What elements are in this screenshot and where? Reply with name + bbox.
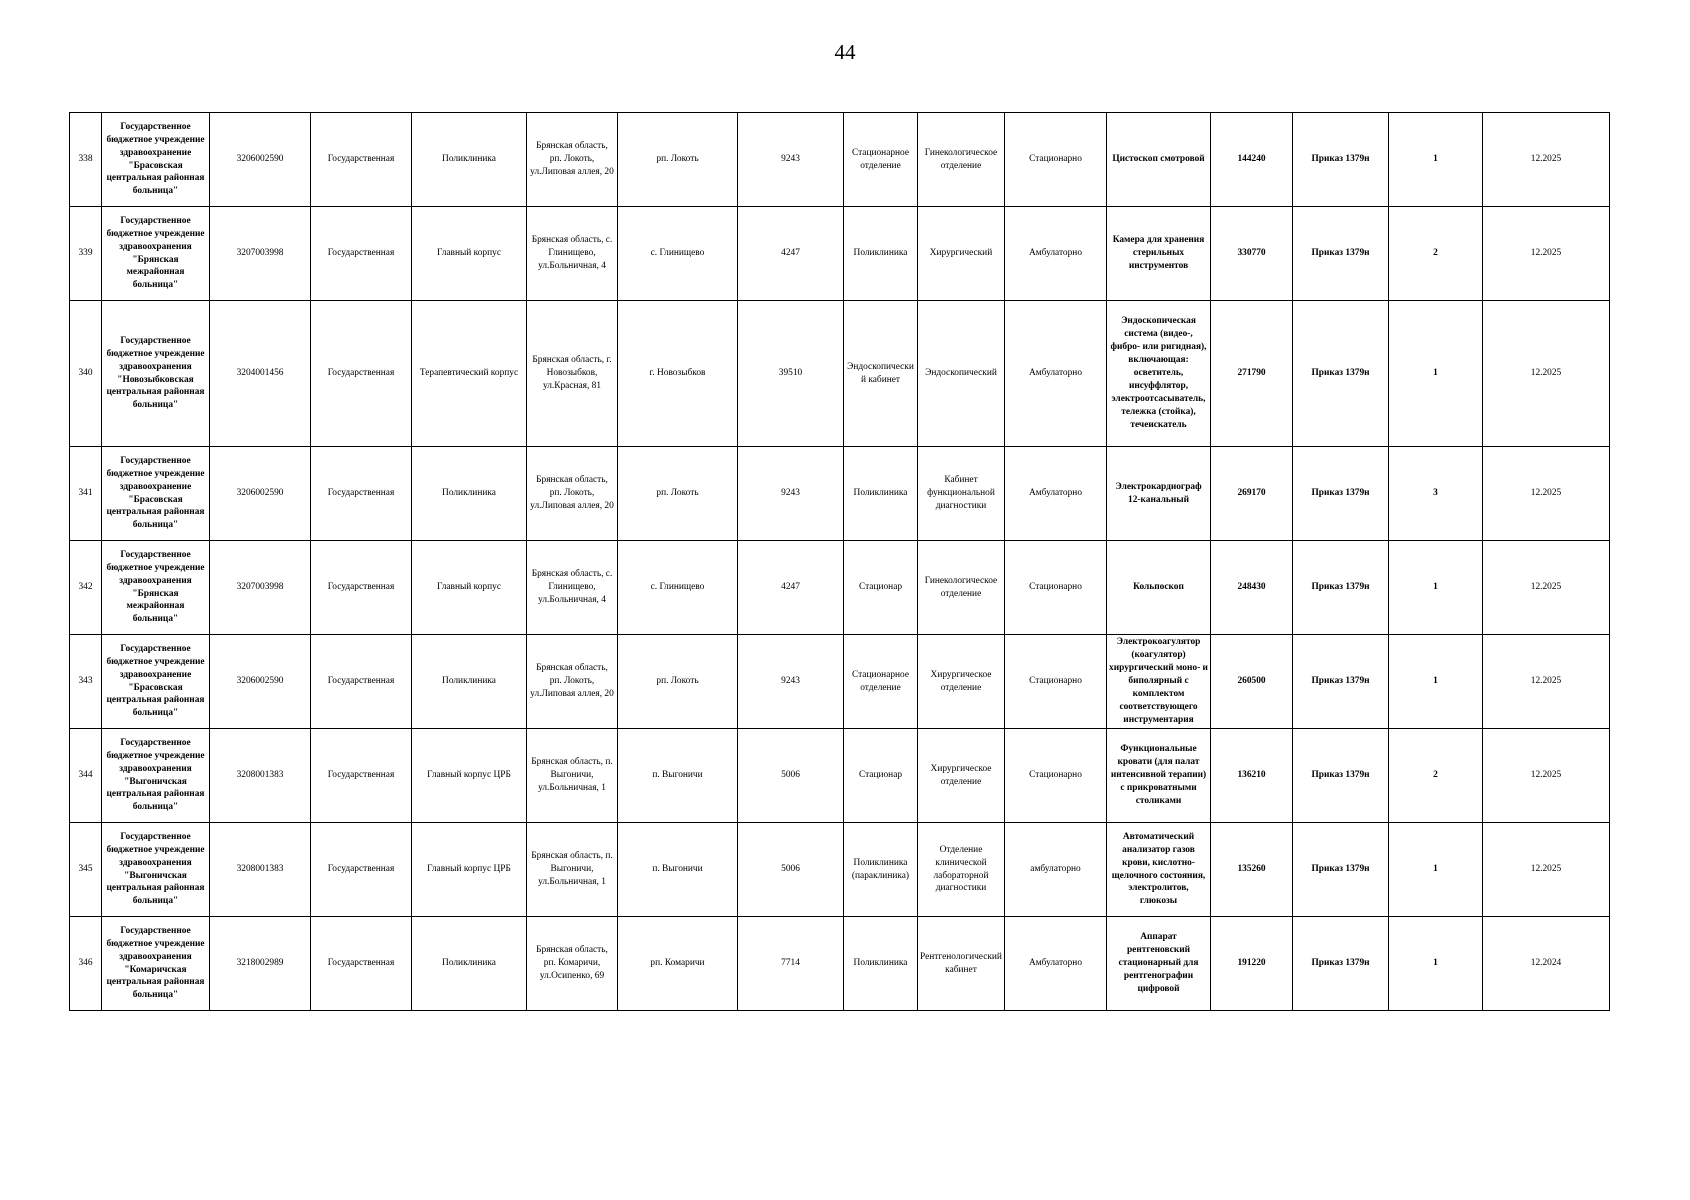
building-cell: Главный корпус ЦРБ (412, 729, 527, 823)
row-number: 345 (70, 823, 102, 917)
page-number: 44 (834, 40, 856, 64)
quantity-cell: 1 (1389, 917, 1483, 1011)
equipment-cell: Автоматический анализатор газов крови, кислотно-щелочного состояния, электролитов, глюкозы (1107, 823, 1211, 917)
cost-cell: 271790 (1211, 301, 1293, 447)
table-row (70, 635, 1610, 729)
organization-cell: Государственное бюджетное учреждение здравоохранения "Выгоничская центральная районная больница" (102, 823, 210, 917)
care-type-cell: Стационарно (1005, 635, 1107, 729)
care-type-cell: амбулаторно (1005, 823, 1107, 917)
quantity-cell: 3 (1389, 447, 1483, 541)
care-type-cell: Амбулаторно (1005, 447, 1107, 541)
cost-cell: 191220 (1211, 917, 1293, 1011)
date-cell: 12.2024 (1483, 917, 1610, 1011)
order-cell: Приказ 1379н (1293, 729, 1389, 823)
address-cell: Брянская область, с. Глинищево, ул.Больничная, 4 (527, 207, 618, 301)
locality-cell: рп. Локоть (618, 635, 738, 729)
inn-cell: 3206002590 (210, 113, 311, 207)
department-cell: Гинекологическое отделение (918, 541, 1005, 635)
care-type-cell: Стационарно (1005, 113, 1107, 207)
equipment-cell: Цистоскоп смотровой (1107, 113, 1211, 207)
organization-cell: Государственное бюджетное учреждение здравоохранение "Брасовская центральная районная больница" (102, 447, 210, 541)
date-cell: 12.2025 (1483, 729, 1610, 823)
row-number: 338 (70, 113, 102, 207)
order-cell: Приказ 1379н (1293, 113, 1389, 207)
unit-cell: Стационар (844, 729, 918, 823)
quantity-cell: 2 (1389, 729, 1483, 823)
row-number: 344 (70, 729, 102, 823)
order-cell: Приказ 1379н (1293, 447, 1389, 541)
population-cell: 5006 (738, 823, 844, 917)
table-row (70, 447, 1610, 541)
population-cell: 4247 (738, 207, 844, 301)
building-cell: Терапевтический корпус (412, 301, 527, 447)
date-cell: 12.2025 (1483, 207, 1610, 301)
organization-cell: Государственное бюджетное учреждение здравоохранение "Брасовская центральная районная больница" (102, 635, 210, 729)
care-type-cell: Стационарно (1005, 729, 1107, 823)
equipment-table (69, 112, 1610, 1011)
order-cell: Приказ 1379н (1293, 823, 1389, 917)
population-cell: 9243 (738, 447, 844, 541)
equipment-cell: Аппарат рентгеновский стационарный для рентгенографии цифровой (1107, 917, 1211, 1011)
inn-cell: 3207003998 (210, 541, 311, 635)
organization-cell: Государственное бюджетное учреждение здравоохранения "Брянская межрайонная больница" (102, 207, 210, 301)
care-type-cell: Амбулаторно (1005, 207, 1107, 301)
date-cell: 12.2025 (1483, 113, 1610, 207)
date-cell: 12.2025 (1483, 823, 1610, 917)
population-cell: 9243 (738, 113, 844, 207)
order-cell: Приказ 1379н (1293, 301, 1389, 447)
locality-cell: п. Выгоничи (618, 729, 738, 823)
locality-cell: рп. Комаричи (618, 917, 738, 1011)
ownership-cell: Государственная (311, 447, 412, 541)
population-cell: 4247 (738, 541, 844, 635)
row-number: 342 (70, 541, 102, 635)
unit-cell: Поликлиника (844, 917, 918, 1011)
unit-cell: Стационарное отделение (844, 635, 918, 729)
department-cell: Отделение клинической лабораторной диагностики (918, 823, 1005, 917)
table-row (70, 301, 1610, 447)
department-cell: Хирургическое отделение (918, 635, 1005, 729)
department-cell: Рентгенологический кабинет (918, 917, 1005, 1011)
cost-cell: 136210 (1211, 729, 1293, 823)
inn-cell: 3206002590 (210, 447, 311, 541)
care-type-cell: Стационарно (1005, 541, 1107, 635)
building-cell: Главный корпус (412, 207, 527, 301)
quantity-cell: 1 (1389, 301, 1483, 447)
address-cell: Брянская область, г. Новозыбков, ул.Красная, 81 (527, 301, 618, 447)
table-row (70, 823, 1610, 917)
unit-cell: Поликлиника (параклиника) (844, 823, 918, 917)
inn-cell: 3218002989 (210, 917, 311, 1011)
locality-cell: рп. Локоть (618, 447, 738, 541)
unit-cell: Эндоскопический кабинет (844, 301, 918, 447)
quantity-cell: 1 (1389, 823, 1483, 917)
cost-cell: 248430 (1211, 541, 1293, 635)
locality-cell: с. Глинищево (618, 207, 738, 301)
equipment-cell: Эндоскопическая система (видео-, фибро- или ригидная), включающая: осветитель, инсуффлятор, электроотсасыватель, тележка (стойка), течеискатель (1107, 301, 1211, 447)
equipment-cell: Функциональные кровати (для палат интенсивной терапии) с прикроватными столиками (1107, 729, 1211, 823)
locality-cell: г. Новозыбков (618, 301, 738, 447)
organization-cell: Государственное бюджетное учреждение здравоохранения "Выгоничская центральная районная больница" (102, 729, 210, 823)
address-cell: Брянская область, рп. Локоть, ул.Липовая аллея, 20 (527, 447, 618, 541)
department-cell: Кабинет функциональной диагностики (918, 447, 1005, 541)
building-cell: Главный корпус (412, 541, 527, 635)
care-type-cell: Амбулаторно (1005, 917, 1107, 1011)
address-cell: Брянская область, п. Выгоничи, ул.Больничная, 1 (527, 729, 618, 823)
department-cell: Хирургический (918, 207, 1005, 301)
table-row (70, 541, 1610, 635)
organization-cell: Государственное бюджетное учреждение здравоохранения "Брянская межрайонная больница" (102, 541, 210, 635)
quantity-cell: 1 (1389, 635, 1483, 729)
address-cell: Брянская область, рп. Комаричи, ул.Осипенко, 69 (527, 917, 618, 1011)
building-cell: Поликлиника (412, 635, 527, 729)
inn-cell: 3206002590 (210, 635, 311, 729)
ownership-cell: Государственная (311, 823, 412, 917)
inn-cell: 3208001383 (210, 729, 311, 823)
table-row (70, 729, 1610, 823)
unit-cell: Стационар (844, 541, 918, 635)
equipment-cell: Электрокоагулятор (коагулятор) хирургический моно- и биполярный с комплектом соответствующего инструментария (1107, 635, 1211, 729)
cost-cell: 269170 (1211, 447, 1293, 541)
inn-cell: 3208001383 (210, 823, 311, 917)
population-cell: 9243 (738, 635, 844, 729)
organization-cell: Государственное бюджетное учреждение здравоохранения "Комаричская центральная районная больница" (102, 917, 210, 1011)
equipment-cell: Камера для хранения стерильных инструментов (1107, 207, 1211, 301)
ownership-cell: Государственная (311, 541, 412, 635)
address-cell: Брянская область, п. Выгоничи, ул.Больничная, 1 (527, 823, 618, 917)
date-cell: 12.2025 (1483, 635, 1610, 729)
organization-cell: Государственное бюджетное учреждение здравоохранение "Брасовская центральная районная больница" (102, 113, 210, 207)
order-cell: Приказ 1379н (1293, 635, 1389, 729)
date-cell: 12.2025 (1483, 541, 1610, 635)
row-number: 343 (70, 635, 102, 729)
row-number: 340 (70, 301, 102, 447)
cost-cell: 135260 (1211, 823, 1293, 917)
population-cell: 39510 (738, 301, 844, 447)
equipment-cell: Кольпоскоп (1107, 541, 1211, 635)
cost-cell: 260500 (1211, 635, 1293, 729)
locality-cell: п. Выгоничи (618, 823, 738, 917)
population-cell: 5006 (738, 729, 844, 823)
care-type-cell: Амбулаторно (1005, 301, 1107, 447)
cost-cell: 330770 (1211, 207, 1293, 301)
quantity-cell: 1 (1389, 113, 1483, 207)
address-cell: Брянская область, с. Глинищево, ул.Больничная, 4 (527, 541, 618, 635)
address-cell: Брянская область, рп. Локоть, ул.Липовая аллея, 20 (527, 113, 618, 207)
quantity-cell: 1 (1389, 541, 1483, 635)
address-cell: Брянская область, рп. Локоть, ул.Липовая аллея, 20 (527, 635, 618, 729)
date-cell: 12.2025 (1483, 301, 1610, 447)
unit-cell: Стационарное отделение (844, 113, 918, 207)
inn-cell: 3207003998 (210, 207, 311, 301)
department-cell: Гинекологическое отделение (918, 113, 1005, 207)
building-cell: Главный корпус ЦРБ (412, 823, 527, 917)
unit-cell: Поликлиника (844, 447, 918, 541)
unit-cell: Поликлиника (844, 207, 918, 301)
order-cell: Приказ 1379н (1293, 207, 1389, 301)
population-cell: 7714 (738, 917, 844, 1011)
row-number: 341 (70, 447, 102, 541)
equipment-cell: Электрокардиограф 12-канальный (1107, 447, 1211, 541)
quantity-cell: 2 (1389, 207, 1483, 301)
table-row (70, 917, 1610, 1011)
department-cell: Хирургическое отделение (918, 729, 1005, 823)
ownership-cell: Государственная (311, 207, 412, 301)
building-cell: Поликлиника (412, 917, 527, 1011)
ownership-cell: Государственная (311, 635, 412, 729)
row-number: 339 (70, 207, 102, 301)
ownership-cell: Государственная (311, 301, 412, 447)
row-number: 346 (70, 917, 102, 1011)
order-cell: Приказ 1379н (1293, 541, 1389, 635)
inn-cell: 3204001456 (210, 301, 311, 447)
locality-cell: с. Глинищево (618, 541, 738, 635)
department-cell: Эндоскопический (918, 301, 1005, 447)
building-cell: Поликлиника (412, 113, 527, 207)
ownership-cell: Государственная (311, 729, 412, 823)
building-cell: Поликлиника (412, 447, 527, 541)
organization-cell: Государственное бюджетное учреждение здравоохранения "Новозыбковская центральная районная больница" (102, 301, 210, 447)
table-row (70, 207, 1610, 301)
cost-cell: 144240 (1211, 113, 1293, 207)
ownership-cell: Государственная (311, 917, 412, 1011)
table-row (70, 113, 1610, 207)
locality-cell: рп. Локоть (618, 113, 738, 207)
order-cell: Приказ 1379н (1293, 917, 1389, 1011)
ownership-cell: Государственная (311, 113, 412, 207)
date-cell: 12.2025 (1483, 447, 1610, 541)
